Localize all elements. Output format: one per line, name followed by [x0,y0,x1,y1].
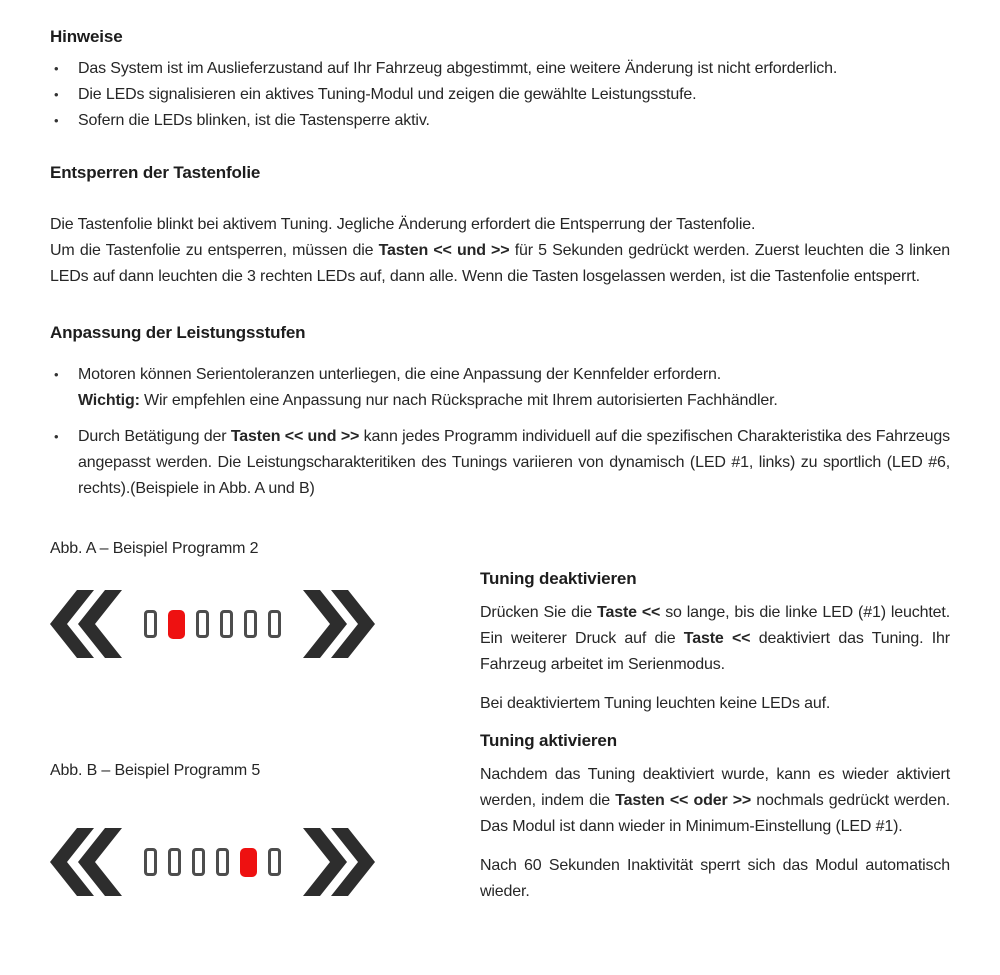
figure-a-label: Abb. A – Beispiel Programm 2 [50,540,259,557]
tuning-deaktivieren-title: Tuning deaktivieren [480,569,637,588]
tuning-deaktivieren-paragraph-2: Bei deaktiviertem Tuning leuchten keine LEDs auf. [480,695,831,712]
figure-b-label: Abb. B – Beispiel Programm 5 [50,762,261,779]
anpassung-title: Anpassung der Leistungsstufen [50,323,306,342]
led-indicator-1 [144,610,157,638]
led-strip [144,610,281,639]
led-indicator-2 [168,848,181,876]
list-item [50,82,950,108]
tuning-aktivieren-title: Tuning aktivieren [480,731,617,750]
list-item [50,362,950,414]
led-indicator-2-active [168,610,185,639]
bullet-icon: • [54,61,59,76]
list-item [50,56,950,82]
tuning-aktivieren-paragraph-1: Nachdem das Tuning deaktiviert wurde, kann es wieder aktiviert werden, indem die Tasten << oder >> nochmals gedrückt werden. Das Modul ist dann wieder in Minimum-Einstellung (LED #1). [480,766,951,835]
hinweise-bullet-2: Die LEDs signalisieren ein aktives Tuning-Modul und zeigen die gewählte Leistungsstufe. [78,86,697,103]
hinweise-title: Hinweise [50,27,123,46]
double-chevron-left-icon [50,828,122,896]
double-chevron-right-icon [303,828,375,896]
list-item [50,424,950,502]
figure-a-led-panel [50,590,480,658]
led-indicator-4 [216,848,229,876]
section-hinweise [50,26,950,134]
entsperren-line-1: Die Tastenfolie blinkt bei aktivem Tuning. Jegliche Änderung erfordert die Entsperrung der Tastenfolie. [50,216,756,233]
double-chevron-right-icon [303,590,375,658]
section-anpassung [50,322,950,502]
entsperren-paragraph: Um die Tastenfolie zu entsperren, müssen die Tasten << und >> für 5 Sekunden gedrückt werden. Zuerst leuchten die 3 linken LEDs auf dann leuchten die 3 rechten LEDs auf, dann alle. Wenn die Tasten losgelassen werden, ist die Tastenfolie entsperrt. [50,242,950,285]
figures-column [50,536,480,918]
entsperren-title: Entsperren der Tastenfolie [50,163,261,182]
led-indicator-6 [268,610,281,638]
figures-and-instructions [50,536,950,918]
hinweise-bullet-1: Das System ist im Auslieferzustand auf Ihr Fahrzeug abgestimmt, eine weitere Änderung ist nicht erforderlich. [78,60,838,77]
led-indicator-3 [192,848,205,876]
led-indicator-5 [244,610,257,638]
figure-b-led-panel [50,828,480,896]
led-indicator-4 [220,610,233,638]
bullet-icon: • [54,113,59,128]
tuning-deaktivieren-paragraph-1: Drücken Sie die Taste << so lange, bis die linke LED (#1) leuchtet. Ein weiterer Druck auf die Taste << deaktiviert das Tuning. Ihr Fahrzeug arbeitet im Serienmodus. [480,604,950,673]
anpassung-bullet-1-line-1: Motoren können Serientoleranzen unterliegen, die eine Anpassung der Kennfelder erfordern. [78,366,722,383]
led-strip [144,848,281,877]
instructions-column [480,536,950,918]
anpassung-bullet-2: Durch Betätigung der Tasten << und >> kann jedes Programm individuell auf die spezifischen Charakteristika des Fahrzeugs angepasst werden. Die Leistungscharakteritiken des Tunings variieren von dynamisch (LED #1, links) zu sportlich (LED #6, rechts).(Beispiele in Abb. A und B) [78,428,951,497]
led-indicator-1 [144,848,157,876]
bullet-icon: • [54,429,59,444]
anpassung-bullet-1-line-2: Wichtig: Wir empfehlen eine Anpassung nur nach Rücksprache mit Ihrem autorisierten Fachhändler. [78,392,778,409]
bullet-icon: • [54,367,59,382]
list-item [50,108,950,134]
led-indicator-6 [268,848,281,876]
section-entsperren [50,162,950,290]
bullet-icon: • [54,87,59,102]
hinweise-bullet-3: Sofern die LEDs blinken, ist die Tastensperre aktiv. [78,112,430,129]
tuning-aktivieren-paragraph-2: Nach 60 Sekunden Inaktivität sperrt sich das Modul automatisch wieder. [480,857,950,900]
led-indicator-3 [196,610,209,638]
led-indicator-5-active [240,848,257,877]
double-chevron-left-icon [50,590,122,658]
